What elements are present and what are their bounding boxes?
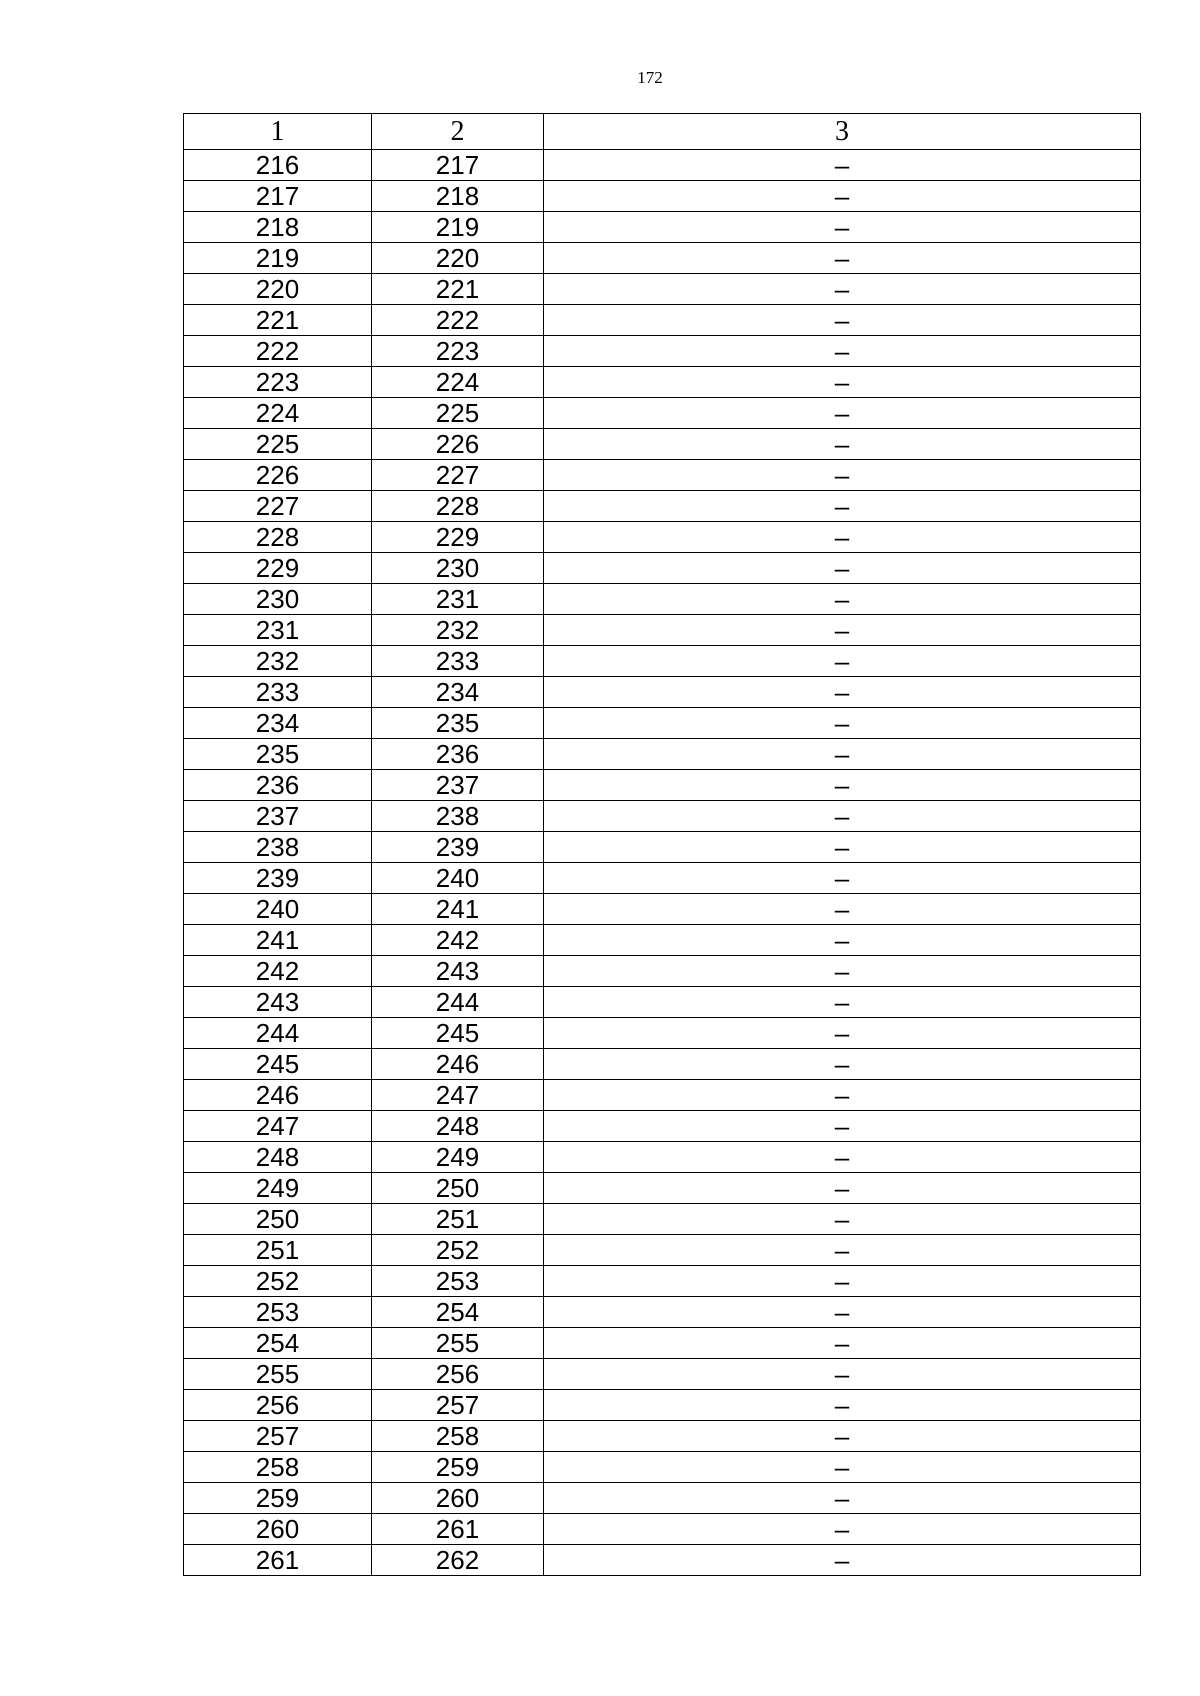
table-cell-col-2: 230 xyxy=(372,553,544,584)
table-cell-col-3: – xyxy=(544,491,1141,522)
table-cell-col-2: 239 xyxy=(372,832,544,863)
table-cell-col-1: 253 xyxy=(184,1297,372,1328)
table-cell-col-3: – xyxy=(544,212,1141,243)
table-row xyxy=(184,1421,1141,1452)
table-cell-col-3: – xyxy=(544,832,1141,863)
table-cell-col-3: – xyxy=(544,429,1141,460)
table-cell-col-2: 255 xyxy=(372,1328,544,1359)
table-cell-col-1: 223 xyxy=(184,367,372,398)
page-number: 172 xyxy=(637,68,663,87)
table-row xyxy=(184,336,1141,367)
column-header-3: 3 xyxy=(544,114,1141,150)
table-cell-col-1: 232 xyxy=(184,646,372,677)
table-cell-col-3: – xyxy=(544,1142,1141,1173)
table-row xyxy=(184,832,1141,863)
table-cell-col-3: – xyxy=(544,1297,1141,1328)
table-cell-col-1: 219 xyxy=(184,243,372,274)
table-cell-col-3: – xyxy=(544,863,1141,894)
table-cell-col-1: 217 xyxy=(184,181,372,212)
table-cell-col-2: 232 xyxy=(372,615,544,646)
table-cell-col-3: – xyxy=(544,336,1141,367)
table-row xyxy=(184,925,1141,956)
table-cell-col-1: 243 xyxy=(184,987,372,1018)
table-cell-col-3: – xyxy=(544,1018,1141,1049)
table-row xyxy=(184,1545,1141,1576)
table-row xyxy=(184,1266,1141,1297)
table-cell-col-2: 233 xyxy=(372,646,544,677)
table-header xyxy=(184,114,1141,150)
table-cell-col-2: 222 xyxy=(372,305,544,336)
table-row xyxy=(184,770,1141,801)
table-cell-col-3: – xyxy=(544,460,1141,491)
table-cell-col-1: 248 xyxy=(184,1142,372,1173)
table-cell-col-1: 230 xyxy=(184,584,372,615)
table-cell-col-2: 226 xyxy=(372,429,544,460)
table-cell-col-1: 254 xyxy=(184,1328,372,1359)
table-cell-col-2: 257 xyxy=(372,1390,544,1421)
table-cell-col-1: 225 xyxy=(184,429,372,460)
table-cell-col-2: 245 xyxy=(372,1018,544,1049)
table-cell-col-1: 240 xyxy=(184,894,372,925)
table-cell-col-1: 216 xyxy=(184,150,372,181)
table-cell-col-2: 248 xyxy=(372,1111,544,1142)
table-row xyxy=(184,1204,1141,1235)
table-cell-col-3: – xyxy=(544,1204,1141,1235)
table-cell-col-2: 225 xyxy=(372,398,544,429)
table-cell-col-1: 218 xyxy=(184,212,372,243)
table-cell-col-1: 224 xyxy=(184,398,372,429)
table-row xyxy=(184,584,1141,615)
table-row xyxy=(184,1111,1141,1142)
table-row xyxy=(184,1452,1141,1483)
table-cell-col-1: 231 xyxy=(184,615,372,646)
table-cell-col-1: 247 xyxy=(184,1111,372,1142)
table-cell-col-1: 228 xyxy=(184,522,372,553)
table-cell-col-2: 262 xyxy=(372,1545,544,1576)
table-cell-col-3: – xyxy=(544,274,1141,305)
table-cell-col-3: – xyxy=(544,305,1141,336)
table-cell-col-2: 237 xyxy=(372,770,544,801)
table-cell-col-3: – xyxy=(544,1390,1141,1421)
table-cell-col-3: – xyxy=(544,1452,1141,1483)
table-row xyxy=(184,956,1141,987)
table-cell-col-2: 249 xyxy=(372,1142,544,1173)
table-cell-col-2: 240 xyxy=(372,863,544,894)
table-cell-col-2: 234 xyxy=(372,677,544,708)
table-cell-col-2: 221 xyxy=(372,274,544,305)
table-row xyxy=(184,460,1141,491)
table-cell-col-3: – xyxy=(544,522,1141,553)
table-cell-col-3: – xyxy=(544,1328,1141,1359)
table-cell-col-1: 222 xyxy=(184,336,372,367)
table-cell-col-3: – xyxy=(544,770,1141,801)
table-cell-col-1: 229 xyxy=(184,553,372,584)
table-cell-col-3: – xyxy=(544,987,1141,1018)
table-row xyxy=(184,553,1141,584)
table-cell-col-1: 257 xyxy=(184,1421,372,1452)
table-cell-col-3: – xyxy=(544,1049,1141,1080)
table-cell-col-1: 242 xyxy=(184,956,372,987)
table-cell-col-3: – xyxy=(544,894,1141,925)
table-cell-col-1: 227 xyxy=(184,491,372,522)
table-row xyxy=(184,739,1141,770)
table-row xyxy=(184,243,1141,274)
table-cell-col-3: – xyxy=(544,150,1141,181)
table-row xyxy=(184,150,1141,181)
table-row xyxy=(184,863,1141,894)
table-row xyxy=(184,398,1141,429)
table-cell-col-1: 252 xyxy=(184,1266,372,1297)
table-row xyxy=(184,1173,1141,1204)
table-cell-col-2: 217 xyxy=(372,150,544,181)
table-cell-col-2: 223 xyxy=(372,336,544,367)
table-cell-col-3: – xyxy=(544,677,1141,708)
table-cell-col-2: 235 xyxy=(372,708,544,739)
column-header-2: 2 xyxy=(372,114,544,150)
table-row xyxy=(184,1328,1141,1359)
table-cell-col-3: – xyxy=(544,646,1141,677)
header-row xyxy=(184,114,1141,150)
table-row xyxy=(184,1080,1141,1111)
table-cell-col-3: – xyxy=(544,1111,1141,1142)
table-cell-col-1: 258 xyxy=(184,1452,372,1483)
table-cell-col-1: 260 xyxy=(184,1514,372,1545)
table-cell-col-3: – xyxy=(544,181,1141,212)
table-cell-col-3: – xyxy=(544,1421,1141,1452)
table-cell-col-1: 238 xyxy=(184,832,372,863)
table-cell-col-2: 256 xyxy=(372,1359,544,1390)
table-cell-col-1: 256 xyxy=(184,1390,372,1421)
table-cell-col-3: – xyxy=(544,1359,1141,1390)
table-cell-col-2: 242 xyxy=(372,925,544,956)
data-table xyxy=(183,113,1141,1576)
table-cell-col-2: 252 xyxy=(372,1235,544,1266)
table-cell-col-3: – xyxy=(544,1080,1141,1111)
table-cell-col-3: – xyxy=(544,1483,1141,1514)
table-cell-col-2: 258 xyxy=(372,1421,544,1452)
table-cell-col-1: 241 xyxy=(184,925,372,956)
table-row xyxy=(184,615,1141,646)
table-cell-col-1: 250 xyxy=(184,1204,372,1235)
table-row xyxy=(184,1359,1141,1390)
table-cell-col-1: 244 xyxy=(184,1018,372,1049)
table-cell-col-2: 227 xyxy=(372,460,544,491)
table-cell-col-2: 254 xyxy=(372,1297,544,1328)
table-row xyxy=(184,677,1141,708)
table-cell-col-3: – xyxy=(544,367,1141,398)
table-row xyxy=(184,367,1141,398)
table-cell-col-2: 244 xyxy=(372,987,544,1018)
table-row xyxy=(184,181,1141,212)
table-cell-col-1: 261 xyxy=(184,1545,372,1576)
table-cell-col-3: – xyxy=(544,956,1141,987)
table-cell-col-2: 224 xyxy=(372,367,544,398)
table-cell-col-3: – xyxy=(544,1545,1141,1576)
table-row xyxy=(184,212,1141,243)
table-cell-col-2: 259 xyxy=(372,1452,544,1483)
table-cell-col-3: – xyxy=(544,1266,1141,1297)
table-cell-col-1: 251 xyxy=(184,1235,372,1266)
table-cell-col-2: 219 xyxy=(372,212,544,243)
table-cell-col-2: 261 xyxy=(372,1514,544,1545)
table-cell-col-2: 247 xyxy=(372,1080,544,1111)
table-cell-col-3: – xyxy=(544,1514,1141,1545)
table-cell-col-2: 220 xyxy=(372,243,544,274)
table-cell-col-2: 250 xyxy=(372,1173,544,1204)
table-row xyxy=(184,429,1141,460)
table-cell-col-2: 229 xyxy=(372,522,544,553)
table-row xyxy=(184,646,1141,677)
table-row xyxy=(184,491,1141,522)
table-cell-col-1: 246 xyxy=(184,1080,372,1111)
table-cell-col-1: 239 xyxy=(184,863,372,894)
table-cell-col-2: 218 xyxy=(372,181,544,212)
table-cell-col-2: 241 xyxy=(372,894,544,925)
table-cell-col-1: 245 xyxy=(184,1049,372,1080)
table-cell-col-1: 249 xyxy=(184,1173,372,1204)
table-body xyxy=(184,150,1141,1576)
table-cell-col-1: 237 xyxy=(184,801,372,832)
table-row xyxy=(184,1049,1141,1080)
table-row xyxy=(184,1390,1141,1421)
table-row xyxy=(184,1483,1141,1514)
column-header-1: 1 xyxy=(184,114,372,150)
table-cell-col-2: 253 xyxy=(372,1266,544,1297)
table-cell-col-3: – xyxy=(544,553,1141,584)
table-cell-col-3: – xyxy=(544,398,1141,429)
table-cell-col-3: – xyxy=(544,615,1141,646)
table-row xyxy=(184,987,1141,1018)
table-cell-col-2: 228 xyxy=(372,491,544,522)
table-cell-col-1: 226 xyxy=(184,460,372,491)
table-cell-col-3: – xyxy=(544,708,1141,739)
table-row xyxy=(184,708,1141,739)
table-row xyxy=(184,1142,1141,1173)
table-row xyxy=(184,894,1141,925)
table-cell-col-1: 233 xyxy=(184,677,372,708)
table-cell-col-1: 221 xyxy=(184,305,372,336)
table-row xyxy=(184,522,1141,553)
table-cell-col-2: 238 xyxy=(372,801,544,832)
table-cell-col-2: 251 xyxy=(372,1204,544,1235)
table-cell-col-2: 246 xyxy=(372,1049,544,1080)
table-cell-col-3: – xyxy=(544,925,1141,956)
table-cell-col-2: 236 xyxy=(372,739,544,770)
table-row xyxy=(184,274,1141,305)
table-cell-col-1: 255 xyxy=(184,1359,372,1390)
table-row xyxy=(184,1297,1141,1328)
table-cell-col-1: 234 xyxy=(184,708,372,739)
table-cell-col-2: 243 xyxy=(372,956,544,987)
table-cell-col-1: 235 xyxy=(184,739,372,770)
table-cell-col-3: – xyxy=(544,243,1141,274)
table-cell-col-3: – xyxy=(544,1173,1141,1204)
table-cell-col-3: – xyxy=(544,584,1141,615)
table-cell-col-2: 260 xyxy=(372,1483,544,1514)
table-row xyxy=(184,1514,1141,1545)
table-cell-col-3: – xyxy=(544,1235,1141,1266)
table-cell-col-1: 259 xyxy=(184,1483,372,1514)
table-row xyxy=(184,1235,1141,1266)
table-cell-col-3: – xyxy=(544,739,1141,770)
table-cell-col-3: – xyxy=(544,801,1141,832)
table-row xyxy=(184,801,1141,832)
table-cell-col-1: 236 xyxy=(184,770,372,801)
table-row xyxy=(184,1018,1141,1049)
table-row xyxy=(184,305,1141,336)
table-cell-col-2: 231 xyxy=(372,584,544,615)
table-cell-col-1: 220 xyxy=(184,274,372,305)
